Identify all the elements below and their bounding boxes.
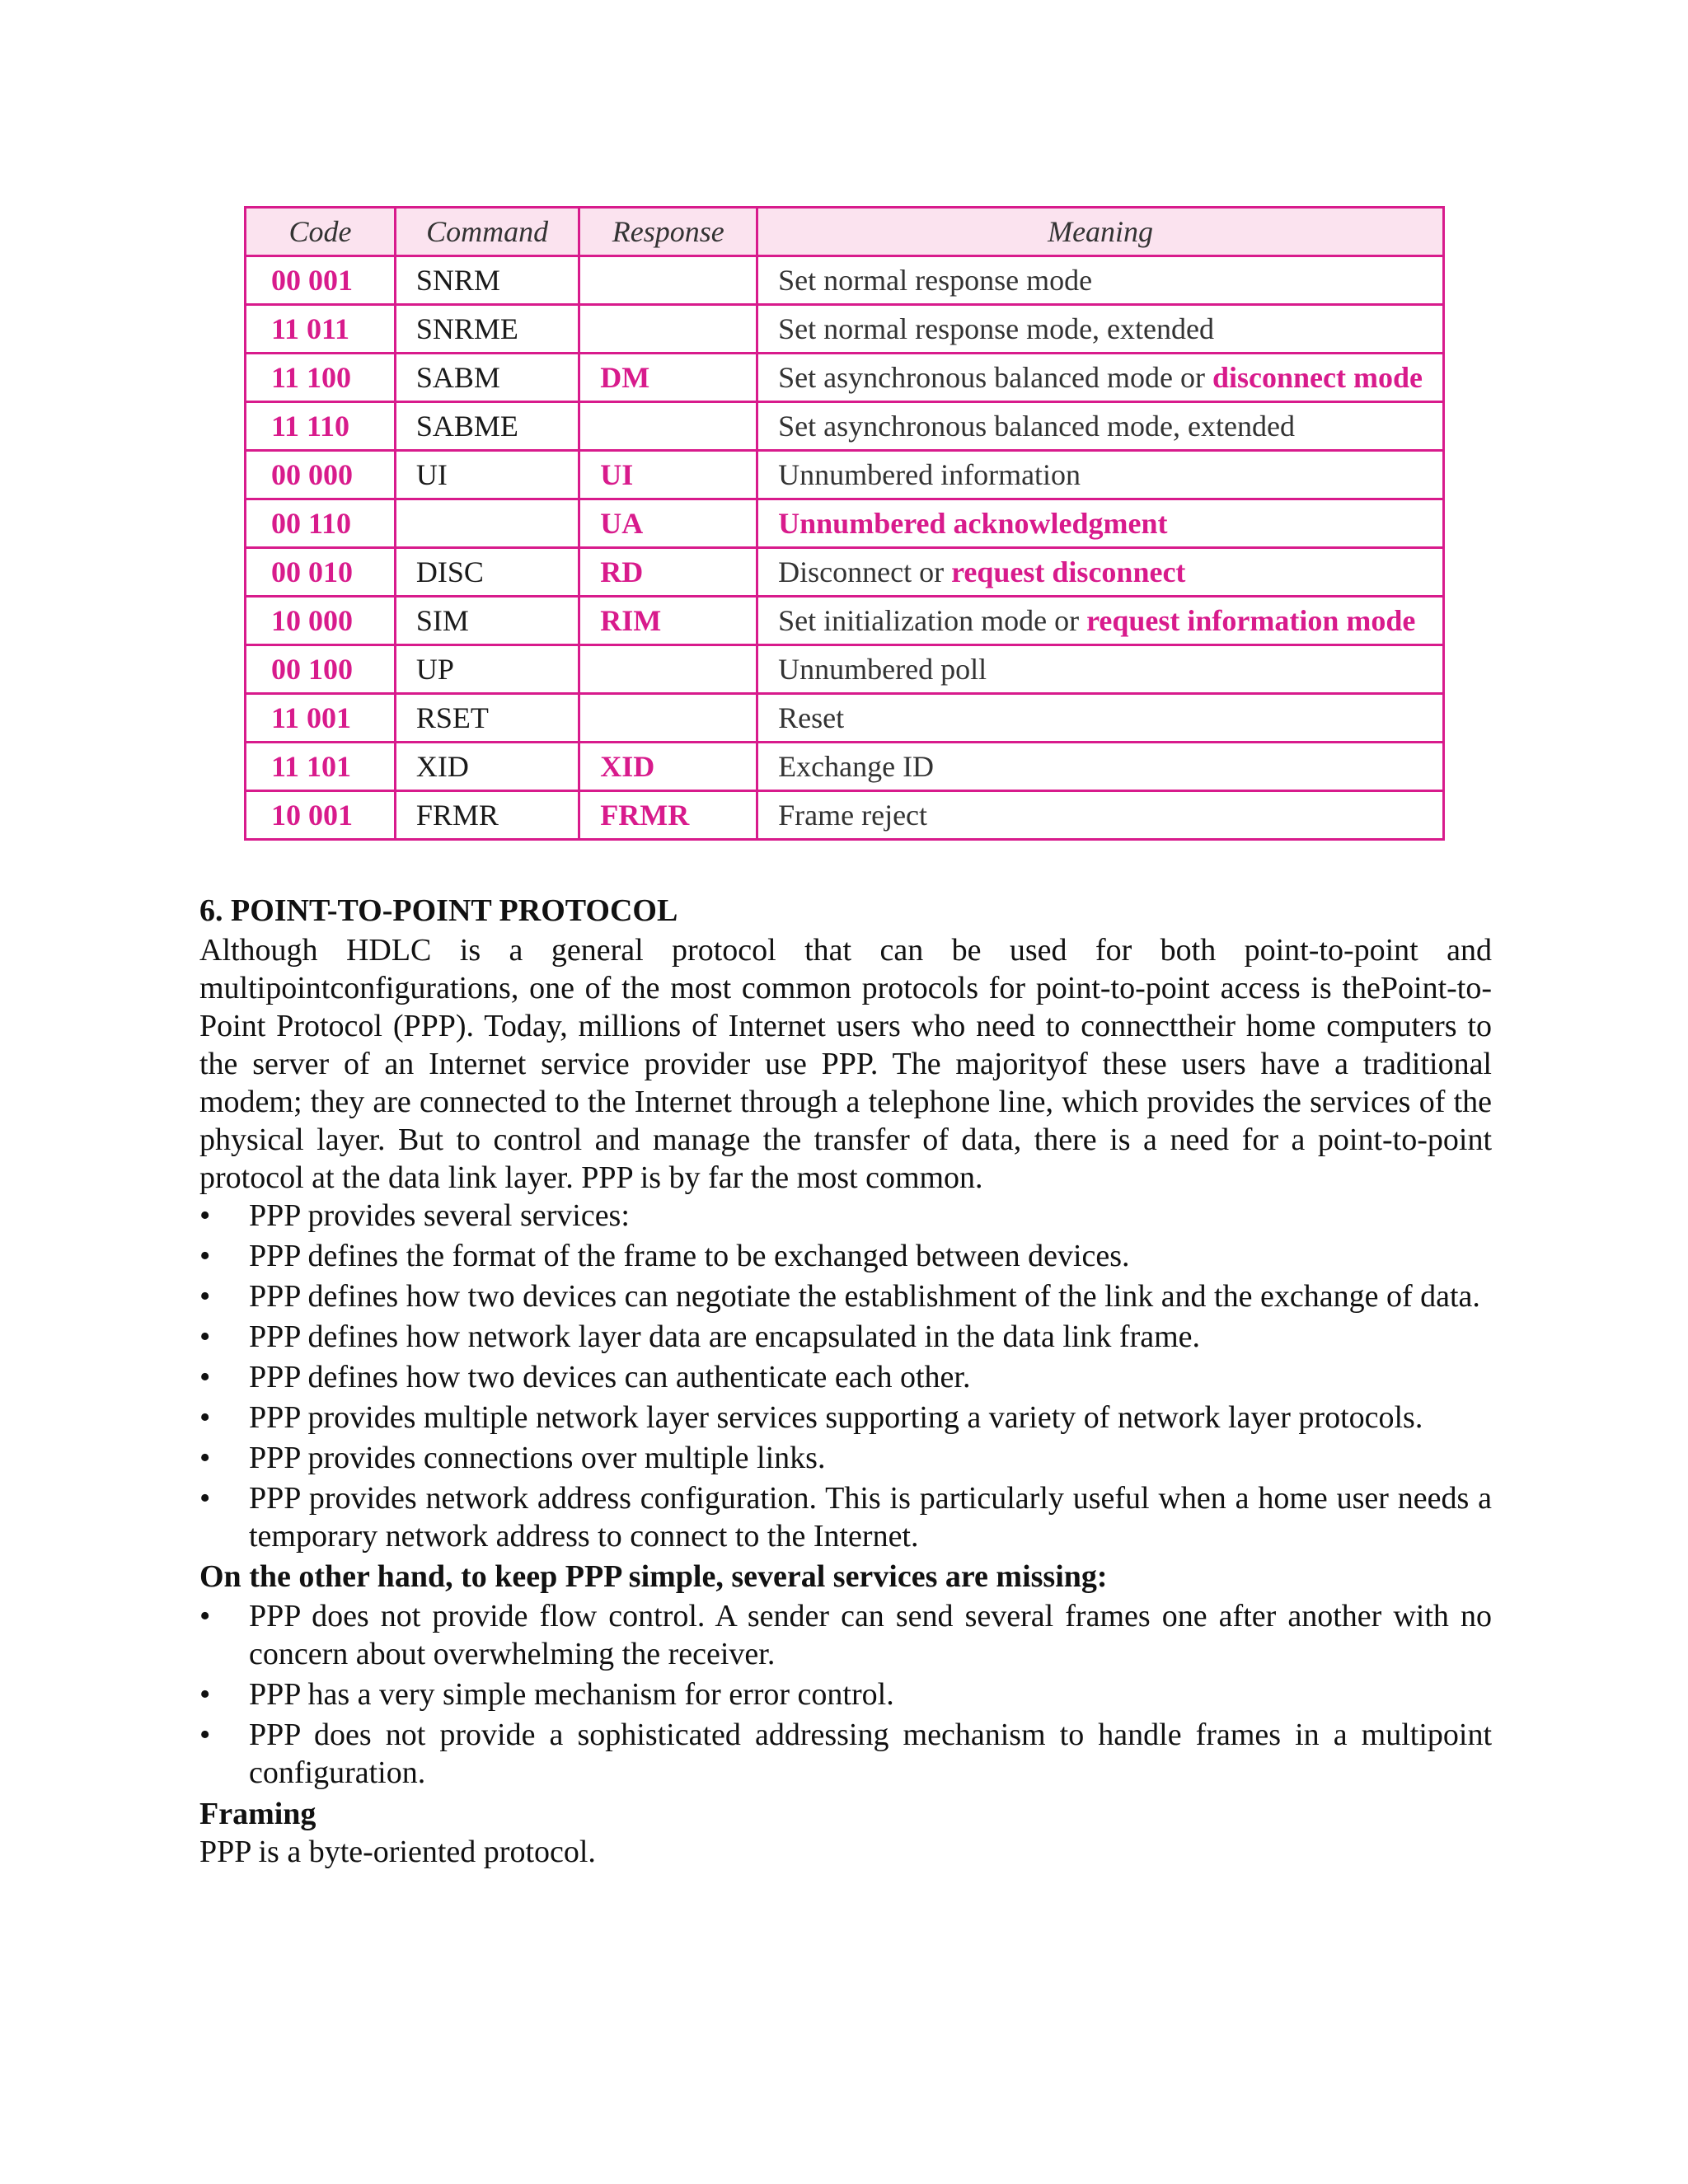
meaning-text: Disconnect or — [778, 555, 952, 588]
meaning-cell — [757, 354, 1444, 402]
bullet-icon: • — [199, 1599, 211, 1633]
response-cell: RIM — [579, 597, 757, 645]
command-cell: XID — [395, 743, 579, 791]
meaning-cell — [757, 694, 1444, 743]
meaning-cell — [757, 402, 1444, 451]
list-item-text: PPP defines how two devices can authenticate each other. — [249, 1360, 971, 1394]
meaning-text: Set initialization mode or — [778, 604, 1087, 637]
list-item — [199, 1716, 1492, 1792]
response-cell — [579, 694, 757, 743]
code-cell: 10 000 — [246, 597, 396, 645]
list-item — [199, 1439, 1492, 1477]
list-item-text: PPP provides several services: — [249, 1198, 630, 1233]
list-item-text: PPP provides connections over multiple links. — [249, 1441, 826, 1475]
meaning-text: Unnumbered poll — [778, 653, 987, 686]
command-cell: RSET — [395, 694, 579, 743]
bullet-icon: • — [199, 1319, 211, 1354]
command-cell: SNRM — [395, 256, 579, 305]
bullet-icon: • — [199, 1239, 211, 1273]
table-row — [246, 499, 1444, 548]
header-response: Response — [579, 208, 757, 256]
code-cell: 11 100 — [246, 354, 396, 402]
command-cell: SNRME — [395, 305, 579, 354]
command-cell: UI — [395, 451, 579, 499]
meaning-text: Set normal response mode — [778, 264, 1093, 297]
header-code: Code — [246, 208, 396, 256]
list-item — [199, 1479, 1492, 1555]
response-cell — [579, 305, 757, 354]
command-cell: SABM — [395, 354, 579, 402]
code-cell: 00 001 — [246, 256, 396, 305]
table-row — [246, 256, 1444, 305]
code-cell: 11 101 — [246, 743, 396, 791]
meaning-cell — [757, 305, 1444, 354]
framing-heading: Framing — [199, 1797, 316, 1831]
meaning-cell — [757, 597, 1444, 645]
missing-services-heading: On the other hand, to keep PPP simple, several services are missing: — [199, 1559, 1108, 1594]
table-row — [246, 791, 1444, 840]
meaning-highlight: Unnumbered acknowledgment — [778, 507, 1168, 540]
list-item-text: PPP defines how network layer data are encapsulated in the data link frame. — [249, 1319, 1201, 1354]
meaning-text: Unnumbered information — [778, 458, 1081, 491]
meaning-cell — [757, 645, 1444, 694]
bullet-icon: • — [199, 1677, 211, 1712]
response-cell: XID — [579, 743, 757, 791]
table-row — [246, 451, 1444, 499]
command-cell: SABME — [395, 402, 579, 451]
response-cell: UA — [579, 499, 757, 548]
command-cell: DISC — [395, 548, 579, 597]
code-cell: 00 100 — [246, 645, 396, 694]
code-cell: 00 010 — [246, 548, 396, 597]
code-cell: 11 011 — [246, 305, 396, 354]
meaning-text: Reset — [778, 701, 845, 734]
bullet-icon: • — [199, 1481, 211, 1516]
meaning-cell — [757, 256, 1444, 305]
meaning-highlight: request information mode — [1086, 604, 1416, 637]
section-heading: 6. POINT-TO-POINT PROTOCOL — [199, 893, 678, 928]
command-cell: FRMR — [395, 791, 579, 840]
bullet-icon: • — [199, 1198, 211, 1233]
table-header-row — [246, 208, 1444, 256]
table-row — [246, 548, 1444, 597]
list-item-text: PPP provides multiple network layer services supporting a variety of network layer protocols. — [249, 1400, 1423, 1435]
response-cell — [579, 256, 757, 305]
table-row — [246, 645, 1444, 694]
table-row — [246, 597, 1444, 645]
table-row — [246, 402, 1444, 451]
meaning-text: Set normal response mode, extended — [778, 312, 1214, 345]
table-body — [246, 256, 1444, 840]
code-cell: 10 001 — [246, 791, 396, 840]
response-cell — [579, 645, 757, 694]
list-item — [199, 1399, 1492, 1436]
header-command: Command — [395, 208, 579, 256]
list-item — [199, 1675, 1492, 1713]
meaning-text: Frame reject — [778, 799, 928, 832]
list-item — [199, 1237, 1492, 1275]
list-item — [199, 1597, 1492, 1673]
list-item — [199, 1277, 1492, 1315]
meaning-text: Set asynchronous balanced mode, extended — [778, 410, 1295, 443]
meaning-cell — [757, 499, 1444, 548]
list-item — [199, 1197, 1492, 1235]
list-item — [199, 1358, 1492, 1396]
command-cell: SIM — [395, 597, 579, 645]
unnumbered-frame-codes-table — [244, 206, 1445, 841]
table-row — [246, 305, 1444, 354]
meaning-cell — [757, 548, 1444, 597]
section-body — [199, 890, 1492, 1871]
meaning-text: Set asynchronous balanced mode or — [778, 361, 1212, 394]
list-item-text: PPP does not provide flow control. A sender can send several frames one after another with no concern about overwhelming the receiver. — [249, 1599, 1492, 1671]
table-row — [246, 743, 1444, 791]
response-cell — [579, 402, 757, 451]
command-cell — [395, 499, 579, 548]
response-cell: FRMR — [579, 791, 757, 840]
command-cell: UP — [395, 645, 579, 694]
bullet-icon: • — [199, 1400, 211, 1435]
response-cell: RD — [579, 548, 757, 597]
header-meaning: Meaning — [757, 208, 1444, 256]
bullet-icon: • — [199, 1279, 211, 1314]
services-list — [199, 1197, 1492, 1555]
missing-services-list — [199, 1597, 1492, 1792]
code-cell: 00 110 — [246, 499, 396, 548]
list-item-text: PPP defines the format of the frame to be exchanged between devices. — [249, 1239, 1130, 1273]
response-cell: UI — [579, 451, 757, 499]
meaning-text: Exchange ID — [778, 750, 935, 783]
list-item-text: PPP provides network address configuration. This is particularly useful when a home user needs a temporary network address to connect to the Internet. — [249, 1481, 1492, 1554]
intro-paragraph: Although HDLC is a general protocol that can be used for both point-to-point and multipointconfigurations, one of the most common protocols for point-to-point access is thePoint-to-Point Protocol (PPP). Today, millions of Internet users who need to connecttheir home computers to the server of an Internet service provider use PPP. The majorityof these users have a traditional modem; they are connected to the Internet through a telephone line, which provides the services of the physical layer. But to control and manage the transfer of data, there is a need for a point-to-point protocol at the data link layer. PPP is by far the most common. — [199, 933, 1492, 1195]
bullet-icon: • — [199, 1718, 211, 1752]
meaning-highlight: disconnect mode — [1212, 361, 1423, 394]
code-cell: 11 110 — [246, 402, 396, 451]
list-item-text: PPP defines how two devices can negotiate the establishment of the link and the exchange of data. — [249, 1279, 1480, 1314]
bullet-icon: • — [199, 1360, 211, 1394]
list-item-text: PPP has a very simple mechanism for error control. — [249, 1677, 894, 1712]
table-row — [246, 354, 1444, 402]
code-cell: 11 001 — [246, 694, 396, 743]
bullet-icon: • — [199, 1441, 211, 1475]
code-cell: 00 000 — [246, 451, 396, 499]
meaning-cell — [757, 743, 1444, 791]
meaning-cell — [757, 451, 1444, 499]
meaning-highlight: request disconnect — [951, 555, 1186, 588]
list-item — [199, 1318, 1492, 1356]
framing-text: PPP is a byte-oriented protocol. — [199, 1835, 596, 1869]
table-row — [246, 694, 1444, 743]
meaning-cell — [757, 791, 1444, 840]
list-item-text: PPP does not provide a sophisticated addressing mechanism to handle frames in a multipoint configuration. — [249, 1718, 1492, 1790]
response-cell: DM — [579, 354, 757, 402]
